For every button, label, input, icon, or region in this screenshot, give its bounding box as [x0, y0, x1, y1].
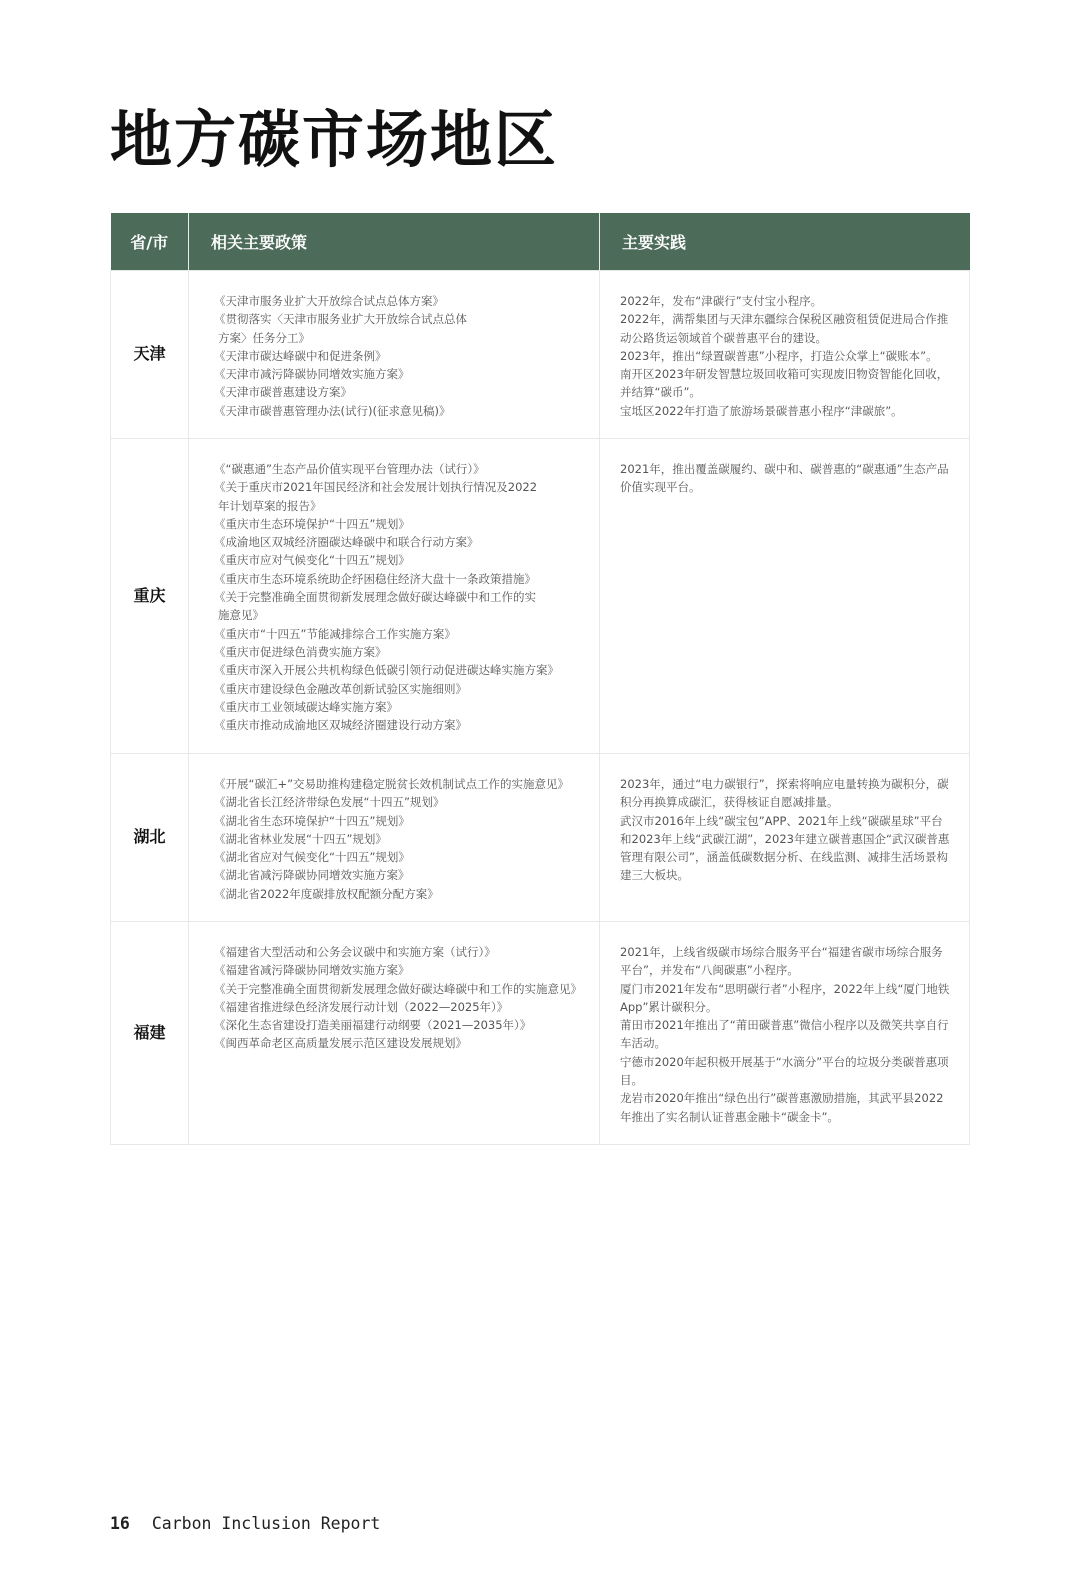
policy-item: 《天津市服务业扩大开放综合试点总体方案》 — [214, 294, 444, 308]
policy-item: 《开展“碳汇+”交易助推构建稳定脱贫长效机制试点工作的实施意见》 — [214, 777, 570, 791]
policy-item: 《关于完整准确全面贯彻新发展理念做好碳达峰碳中和工作的实 — [214, 590, 536, 605]
page-number: 16 — [110, 1514, 130, 1533]
policy-item: 《关于重庆市2021年国民经济和社会发展计划执行情况及2022 — [214, 480, 538, 495]
table-row — [111, 439, 970, 754]
policy-item: 《闽西革命老区高质量发展示范区建设发展规划》 — [214, 1036, 467, 1051]
practice-item: 2023年，通过“电力碳银行”，探索将响应电量转换为碳积分，碳积分再换算成碳汇，获得核证自愿减排量。 — [620, 777, 949, 810]
policy-item: 《重庆市生态环境保护“十四五”规划》 — [214, 516, 410, 531]
policy-item: 《湖北省应对气候变化“十四五”规划》 — [214, 850, 410, 865]
table-header — [111, 213, 970, 271]
region-cell: 重庆 — [111, 439, 189, 754]
practice-item: 武汉市2016年上线“碳宝包”APP、2021年上线“碳碳星球”平台和2023年上线“武碳江湖”，2023年建立碳普惠国企“武汉碳普惠管理有限公司”，涵盖低碳数据分析、在线监测、减排生活场景构建三大板块。 — [620, 813, 950, 883]
practices-cell — [600, 754, 970, 922]
practice-item: 宁德市2020年起积极开展基于“水滴分”平台的垃圾分类碳普惠项目。 — [620, 1054, 949, 1088]
header-region: 省/市 — [111, 213, 189, 271]
policy-item: 《贯彻落实〈天津市服务业扩大开放综合试点总体 — [214, 312, 467, 327]
practice-item: 南开区2023年研发智慧垃圾回收箱可实现废旧物资智能化回收，并结算“碳币”。 — [620, 367, 949, 400]
policy-item: 《成渝地区双城经济圈碳达峰碳中和联合行动方案》 — [214, 535, 479, 550]
policy-item: 《福建省大型活动和公务会议碳中和实施方案（试行）》 — [214, 945, 496, 959]
practices-cell — [600, 922, 970, 1145]
policy-item: 《重庆市促进绿色消费实施方案》 — [214, 644, 387, 659]
practices-cell — [600, 271, 970, 439]
practice-item: 2021年，推出覆盖碳履约、碳中和、碳普惠的“碳惠通”生态产品价值实现平台。 — [620, 462, 949, 495]
table-row — [111, 271, 970, 439]
practice-item: 龙岩市2020年推出“绿色出行”碳普惠激励措施，其武平县2022年推出了实名制认证普惠金融卡“碳金卡”。 — [620, 1091, 944, 1124]
header-practices: 主要实践 — [600, 213, 970, 271]
policy-item: 《关于完整准确全面贯彻新发展理念做好碳达峰碳中和工作的实施意见》 — [214, 981, 582, 996]
practices-cell — [600, 439, 970, 754]
policy-item: 《重庆市“十四五”节能减排综合工作实施方案》 — [214, 626, 456, 641]
policy-item: 《天津市碳达峰碳中和促进条例》 — [214, 348, 387, 363]
policy-item: 《重庆市生态环境系统助企纾困稳住经济大盘十一条政策措施》 — [214, 571, 536, 586]
table-row — [111, 754, 970, 922]
policy-item: 《天津市碳普惠建设方案》 — [214, 385, 352, 400]
header-policies: 相关主要政策 — [189, 213, 600, 271]
policies-cell — [189, 754, 600, 922]
policy-item: 《湖北省2022年度碳排放权配额分配方案》 — [214, 886, 439, 901]
practice-item: 2021年，上线省级碳市场综合服务平台“福建省碳市场综合服务平台”，并发布“八闽碳惠”小程序。 — [620, 945, 943, 978]
policy-item: 《湖北省生态环境保护“十四五”规划》 — [214, 813, 410, 828]
policy-item: 《重庆市应对气候变化“十四五”规划》 — [214, 553, 410, 568]
policy-item: 《福建省减污降碳协同增效实施方案》 — [214, 963, 410, 978]
practice-item: 厦门市2021年发布“思明碳行者”小程序，2022年上线“厦门地铁App”累计碳积分。 — [620, 981, 950, 1014]
practice-item: 宝坻区2022年打造了旅游场景碳普惠小程序“津碳旅”。 — [620, 403, 903, 418]
policy-item: 《湖北省减污降碳协同增效实施方案》 — [214, 868, 410, 883]
policies-cell — [189, 922, 600, 1145]
region-cell: 湖北 — [111, 754, 189, 922]
policy-item: 《深化生态省建设打造美丽福建行动纲要（2021—2035年）》 — [214, 1018, 532, 1033]
policy-item: 《天津市碳普惠管理办法(试行)(征求意见稿)》 — [214, 403, 451, 418]
policy-item: 《湖北省长江经济带绿色发展“十四五”规划》 — [214, 795, 445, 810]
table-row — [111, 922, 970, 1145]
practice-item: 莆田市2021年推出了“莆田碳普惠”微信小程序以及微笑共享自行车活动。 — [620, 1018, 949, 1051]
policy-item: 施意见》 — [218, 608, 264, 623]
policy-item: 《湖北省林业发展“十四五”规划》 — [214, 831, 387, 846]
policy-item: 《重庆市建设绿色金融改革创新试验区实施细则》 — [214, 681, 467, 696]
policy-item: 《天津市减污降碳协同增效实施方案》 — [214, 367, 410, 382]
policy-item: 年计划草案的报告》 — [218, 498, 322, 513]
policy-item: 《重庆市工业领域碳达峰实施方案》 — [214, 699, 398, 714]
policy-item: 《重庆市推动成渝地区双城经济圈建设行动方案》 — [214, 718, 467, 733]
policies-cell — [189, 439, 600, 754]
page-footer — [110, 1514, 380, 1533]
page-title: 地方碳市场地区 — [110, 103, 559, 176]
policy-item: 《“碳惠通”生态产品价值实现平台管理办法（试行）》 — [214, 462, 485, 476]
policy-item: 方案〉任务分工》 — [218, 330, 310, 345]
report-name: Carbon Inclusion Report — [151, 1514, 381, 1533]
practice-item: 2023年，推出“绿置碳普惠”小程序，打造公众掌上“碳账本”。 — [620, 348, 938, 363]
policy-item: 《福建省推进绿色经济发展行动计划（2022—2025年）》 — [214, 999, 509, 1014]
region-cell: 福建 — [111, 922, 189, 1145]
region-cell: 天津 — [111, 271, 189, 439]
policy-table — [110, 213, 970, 1145]
practice-item: 2022年，满帮集团与天津东疆综合保税区融资租赁促进局合作推动公路货运领域首个碳普惠平台的建设。 — [620, 312, 949, 345]
policies-cell — [189, 271, 600, 439]
policy-item: 《重庆市深入开展公共机构绿色低碳引领行动促进碳达峰实施方案》 — [214, 663, 559, 678]
practice-item: 2022年，发布“津碳行”支付宝小程序。 — [620, 294, 823, 308]
